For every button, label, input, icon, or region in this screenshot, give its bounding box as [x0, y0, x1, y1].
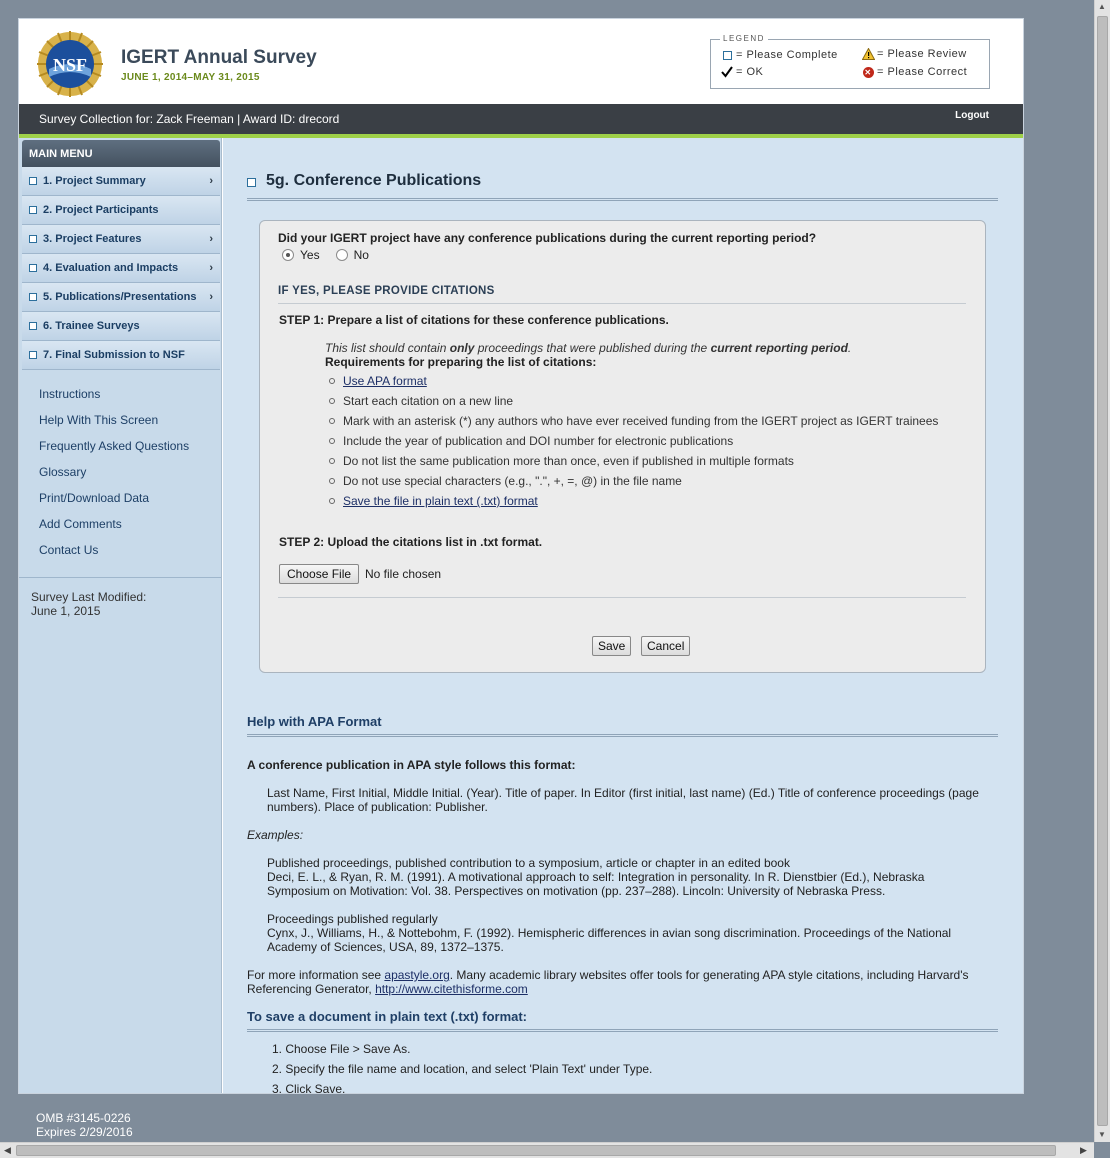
link-help-with-screen[interactable]: Help With This Screen: [39, 413, 159, 427]
main-menu: [22, 167, 220, 370]
text-line: Last Name, First Initial, Middle Initial. (Year). Title of paper. In Editor (first initial, last name) (Ed.) Title of conference proceedings (page: [267, 786, 979, 800]
survey-collection-info: Survey Collection for: Zack Freeman | Award ID: drecord: [39, 112, 340, 126]
link-instructions[interactable]: Instructions: [39, 387, 101, 401]
status-square-icon: [29, 206, 37, 214]
legend-please-review: [861, 48, 967, 60]
text-line: Academy of Sciences, USA, 89, 1372–1375.: [267, 940, 504, 954]
chevron-right-icon: ›: [209, 291, 213, 303]
footer: [36, 1111, 133, 1139]
section-header: [247, 172, 998, 201]
list-item: Do not list the same publication more than once, even if published in multiple formats: [328, 451, 968, 471]
apa-format-intro: A conference publication in APA style follows this format:: [247, 758, 576, 772]
chevron-right-icon: ›: [209, 262, 213, 274]
legend-review-label: = Please Review: [877, 48, 967, 60]
apa-help-title: Help with APA Format: [247, 714, 998, 737]
text-fragment: . Many academic library websites offer tools for generating APA style citations, including Harvard's: [449, 968, 969, 982]
examples-label: Examples:: [247, 828, 304, 842]
horizontal-scrollbar[interactable]: [0, 1142, 1094, 1158]
legend: [710, 34, 990, 89]
list-item: [328, 371, 968, 391]
choose-file-button[interactable]: Choose File: [279, 564, 359, 584]
save-plaintext-title: To save a document in plain text (.txt) format:: [247, 1009, 998, 1032]
link-print-download[interactable]: Print/Download Data: [39, 491, 150, 505]
citation-form: [259, 220, 986, 673]
menu-item-label: 1. Project Summary: [43, 175, 146, 187]
more-info: [247, 968, 1007, 996]
status-square-icon: [29, 322, 37, 330]
radio-no-label[interactable]: No: [353, 248, 369, 262]
text-line: Symposium on Motivation: Vol. 38. Perspectives on motivation (pp. 237–288). Lincoln: University of Nebraska Press.: [267, 884, 886, 898]
scroll-right-icon[interactable]: ▶: [1080, 1145, 1087, 1155]
step1-heading: STEP 1: Prepare a list of citations for these conference publications.: [279, 313, 669, 327]
plain-text-link[interactable]: Save the file in plain text (.txt) format: [343, 494, 538, 508]
list-item: Include the year of publication and DOI number for electronic publications: [328, 431, 968, 451]
list-item: [328, 491, 968, 511]
scroll-up-icon[interactable]: ▲: [1098, 2, 1106, 11]
survey-dates: JUNE 1, 2014–MAY 31, 2015: [121, 72, 260, 83]
radio-yes-label[interactable]: Yes: [300, 248, 320, 262]
list-item: 3. Click Save.: [272, 1082, 346, 1094]
status-square-icon: [29, 264, 37, 272]
logo-text: NSF: [52, 55, 88, 75]
citethisforme-link[interactable]: http://www.citethisforme.com: [375, 982, 528, 996]
apastyle-link[interactable]: apastyle.org: [384, 968, 450, 982]
legend-please-complete: [720, 49, 838, 61]
radio-no[interactable]: [336, 249, 348, 261]
radio-yes[interactable]: [282, 249, 294, 261]
note-text: .: [847, 341, 852, 355]
form-divider: [278, 597, 966, 598]
period-note: [325, 341, 851, 355]
last-modified-date: June 1, 2015: [31, 604, 101, 618]
section-title: 5g. Conference Publications: [266, 172, 482, 189]
status-square-icon: [29, 177, 37, 185]
list-item: 1. Choose File > Save As.: [272, 1042, 411, 1056]
menu-item-final-submission[interactable]: [22, 341, 220, 370]
text-line: Cynx, J., Williams, H., & Nottebohm, F. (1992). Hemispheric differences in avian song discrimination. Proceedings of the National: [267, 926, 952, 940]
cancel-button[interactable]: Cancel: [641, 636, 690, 656]
empty-square-icon: [723, 51, 732, 60]
note-text: proceedings that were published during the: [474, 341, 711, 355]
text-line: Deci, E. L., & Ryan, R. M. (1991). A motivational approach to self: Integration in personality. In R. Dienstbier (Ed.), Nebraska: [267, 870, 925, 884]
apa-format-template: [267, 786, 1007, 814]
question-text: Did your IGERT project have any conference publications during the current reporting period?: [278, 231, 817, 245]
save-button[interactable]: Save: [592, 636, 631, 656]
legend-ok: [720, 66, 763, 78]
example-2: [267, 912, 951, 954]
legend-ok-label: = OK: [736, 66, 764, 78]
link-faq[interactable]: Frequently Asked Questions: [39, 439, 190, 453]
main-content: [223, 138, 1023, 1094]
list-item: Mark with an asterisk (*) any authors who have ever received funding from the IGERT project as IGERT trainees: [328, 411, 968, 431]
list-item: Do not use special characters (e.g., ".", +, =, @) in the file name: [328, 471, 968, 491]
header: [19, 19, 1023, 105]
nsf-logo: [37, 31, 103, 97]
menu-item-label: 3. Project Features: [43, 233, 142, 245]
main-menu-title: MAIN MENU: [22, 140, 220, 167]
sidebar-divider: [19, 577, 221, 578]
list-item: Start each citation on a new line: [328, 391, 968, 411]
expiration-date: Expires 2/29/2016: [36, 1125, 133, 1139]
legend-complete-label: = Please Complete: [736, 49, 838, 61]
example-1: [267, 856, 924, 898]
file-status: No file chosen: [365, 567, 442, 581]
link-contact-us[interactable]: Contact Us: [39, 543, 99, 557]
menu-item-label: 7. Final Submission to NSF: [43, 349, 185, 361]
list-item: 2. Specify the file name and location, and select 'Plain Text' under Type.: [272, 1062, 653, 1076]
status-square-icon: [29, 351, 37, 359]
requirements-heading: Requirements for preparing the list of citations:: [325, 355, 597, 369]
menu-item-project-features[interactable]: [22, 225, 220, 254]
link-glossary[interactable]: Glossary: [39, 465, 87, 479]
text-line: numbers). Place of publication: Publisher.: [267, 800, 488, 814]
sidebar: [19, 138, 222, 1094]
menu-item-evaluation-impacts[interactable]: [22, 254, 220, 283]
legend-correct-label: = Please Correct: [877, 66, 968, 78]
help-links: [39, 387, 189, 569]
last-modified-label: Survey Last Modified:: [31, 590, 147, 604]
menu-item-project-summary[interactable]: [22, 167, 220, 196]
last-modified: [31, 590, 146, 618]
error-x-icon: ✕: [864, 67, 872, 77]
menu-item-project-participants[interactable]: [22, 196, 220, 225]
legend-title: LEGEND: [720, 34, 768, 43]
step2-heading: STEP 2: Upload the citations list in .txt format.: [279, 535, 543, 549]
menu-item-label: 4. Evaluation and Impacts: [43, 262, 179, 274]
menu-item-label: 5. Publications/Presentations: [43, 291, 197, 303]
logout-link[interactable]: Logout: [955, 110, 989, 121]
status-square-icon: [29, 235, 37, 243]
warning-icon: [861, 48, 875, 60]
checkmark-icon: [720, 66, 734, 78]
apa-format-link[interactable]: Use APA format: [343, 374, 427, 388]
scroll-down-icon[interactable]: ▼: [1098, 1130, 1106, 1139]
vertical-scrollbar[interactable]: [1094, 0, 1110, 1142]
scroll-left-icon[interactable]: ◀: [4, 1145, 11, 1155]
text-line: Published proceedings, published contribution to a symposium, article or chapter in an edited book: [267, 856, 790, 870]
menu-item-publications-presentations[interactable]: [22, 283, 220, 312]
omb-number: OMB #3145-0226: [36, 1111, 131, 1125]
save-steps-list: [272, 1042, 652, 1094]
menu-item-trainee-surveys[interactable]: [22, 312, 220, 341]
status-square-icon: [29, 293, 37, 301]
horizontal-scroll-thumb[interactable]: [16, 1145, 1056, 1156]
status-square-icon: [247, 178, 256, 187]
chevron-right-icon: ›: [209, 233, 213, 245]
note-emphasis: current reporting period: [710, 341, 848, 355]
answer-radio-group: [282, 248, 369, 262]
legend-please-correct: [861, 66, 967, 78]
text-fragment: For more information see: [247, 968, 385, 982]
chevron-right-icon: ›: [209, 175, 213, 187]
note-text: This list should contain: [325, 341, 450, 355]
citations-subheading: IF YES, PLEASE PROVIDE CITATIONS: [278, 285, 966, 304]
note-emphasis: only: [449, 341, 475, 355]
text-fragment: Referencing Generator,: [247, 982, 376, 996]
vertical-scroll-thumb[interactable]: [1097, 16, 1108, 1126]
menu-item-label: 2. Project Participants: [43, 204, 159, 216]
app-title: IGERT Annual Survey: [121, 47, 317, 68]
survey-page: [18, 18, 1024, 1094]
menu-item-label: 6. Trainee Surveys: [43, 320, 140, 332]
text-line: Proceedings published regularly: [267, 912, 438, 926]
link-add-comments[interactable]: Add Comments: [39, 517, 122, 531]
requirements-list: [328, 371, 968, 511]
user-bar: [19, 104, 1023, 134]
